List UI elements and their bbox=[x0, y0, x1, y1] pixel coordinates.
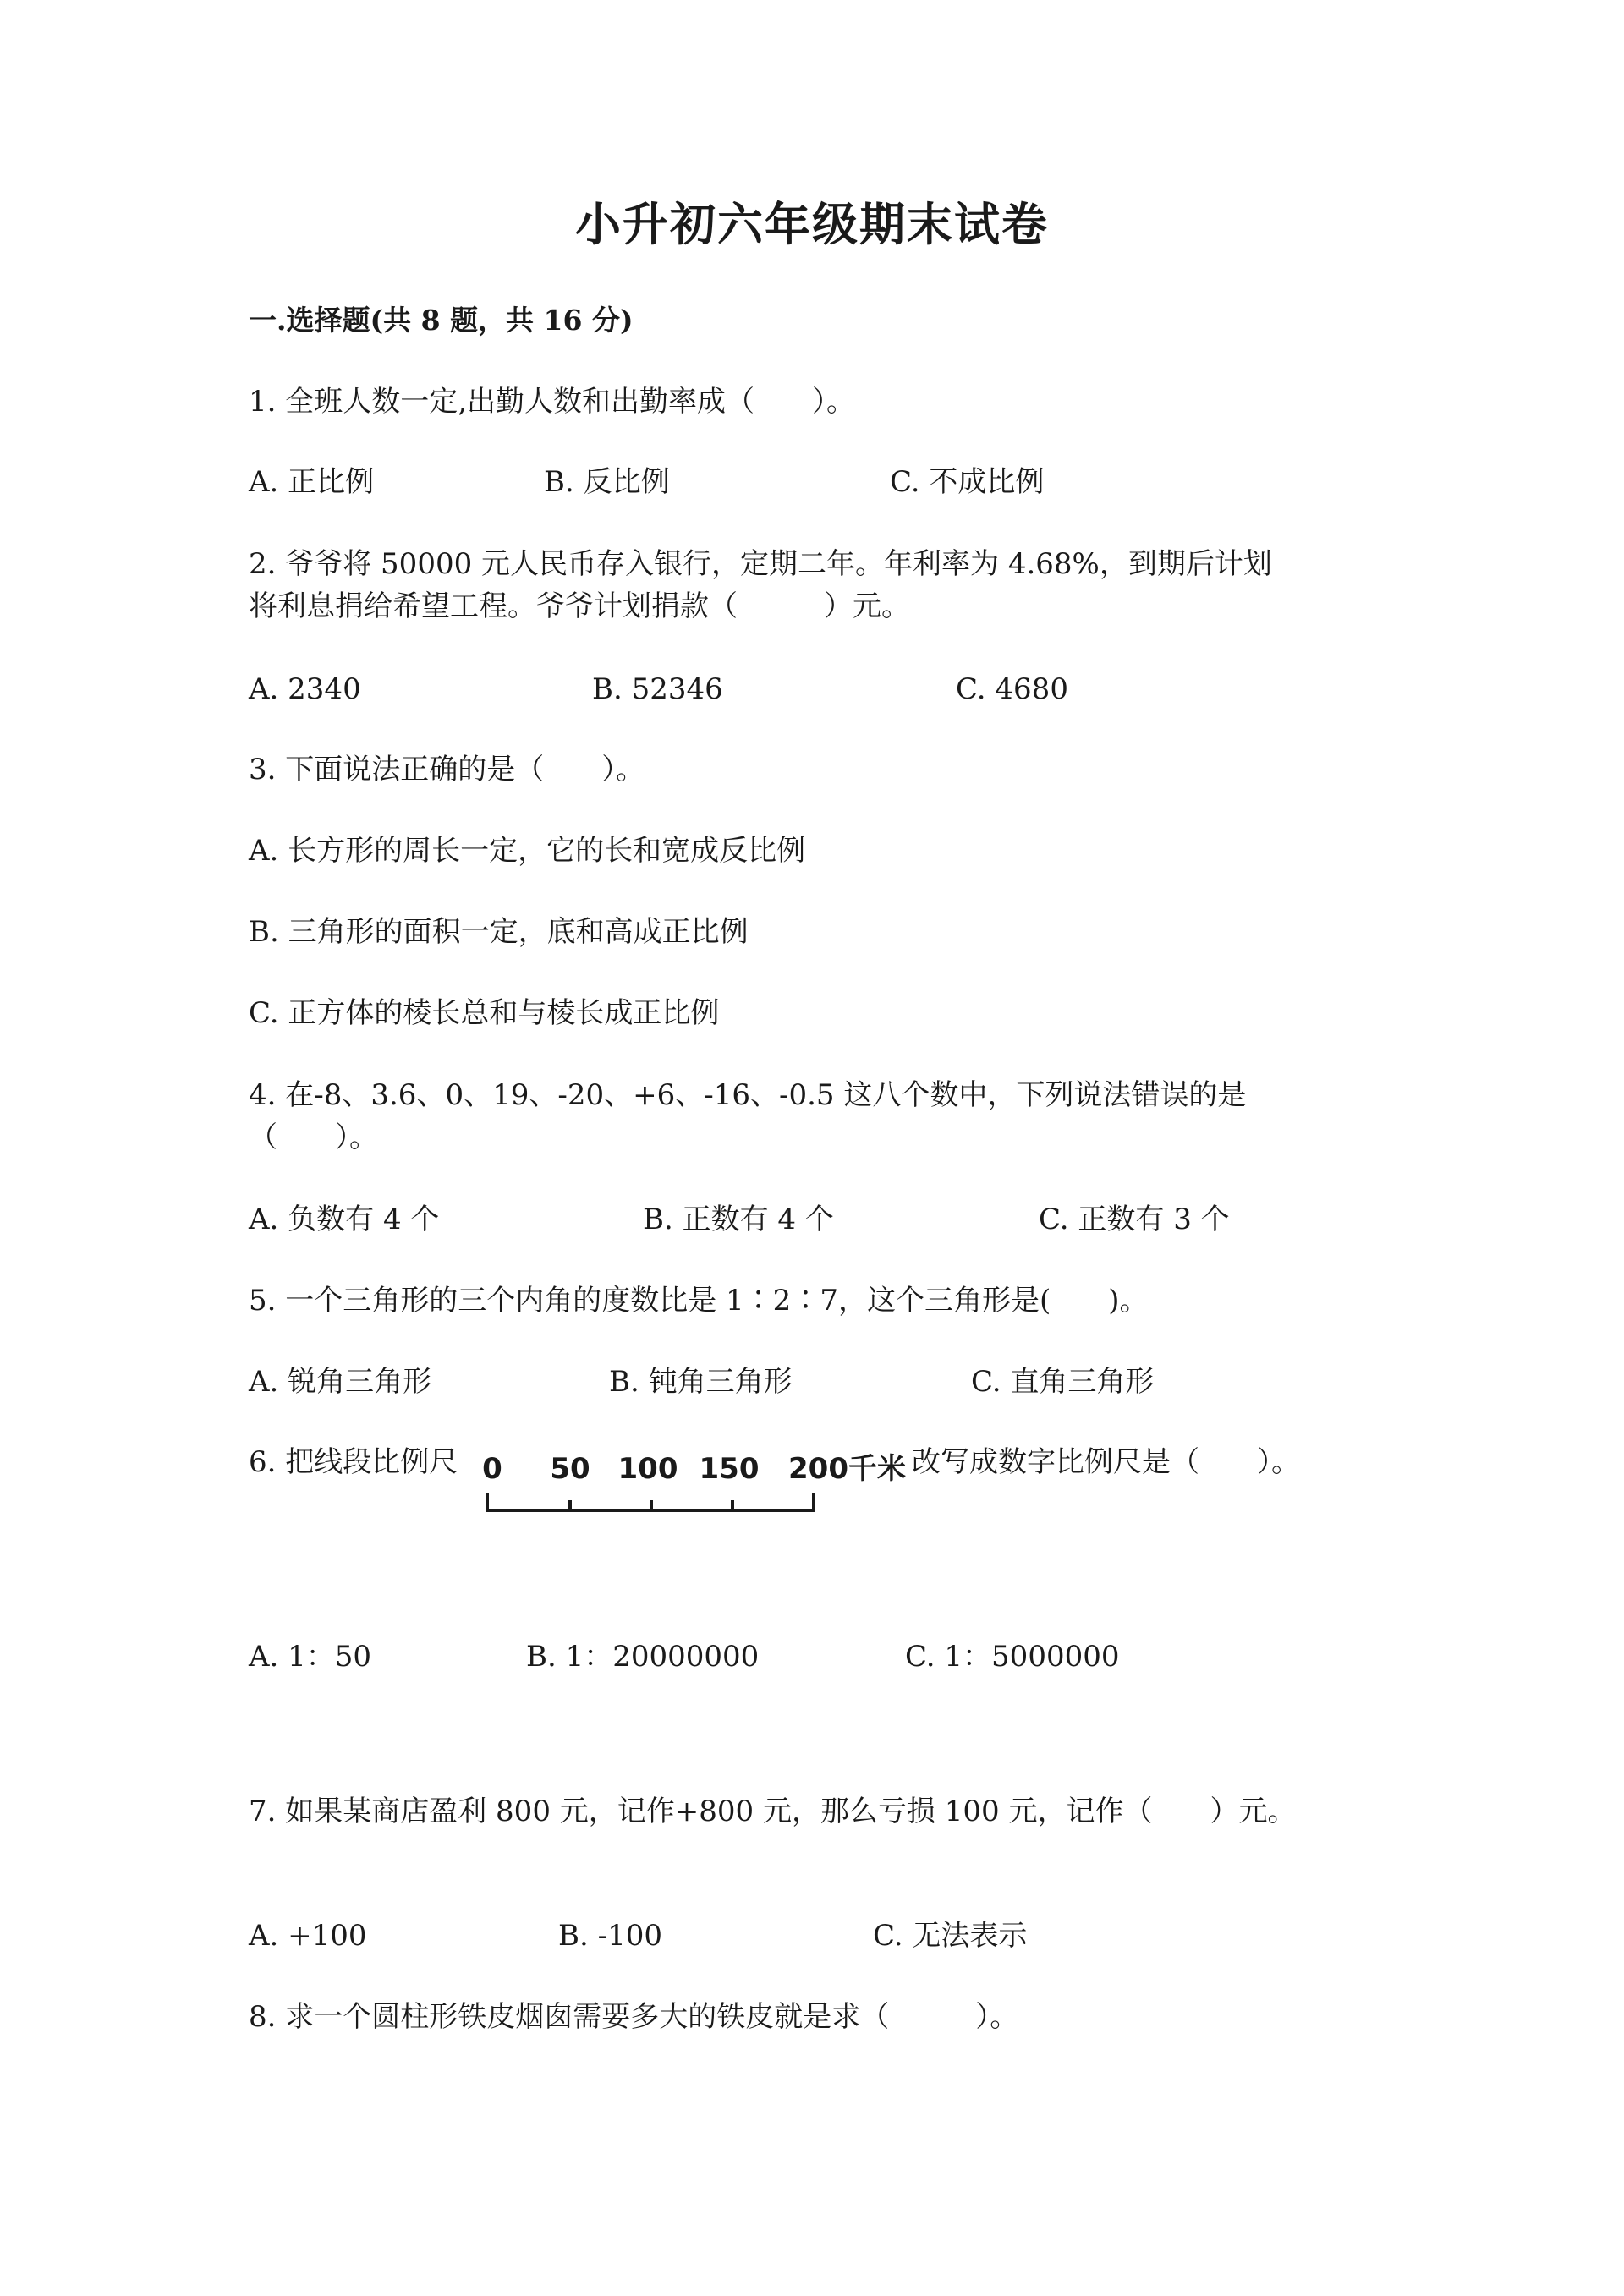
question-3-stem: 3. 下面说法正确的是（ ）。 bbox=[249, 753, 645, 786]
question-1-option-a: A. 正比例 bbox=[249, 465, 375, 499]
question-8-stem: 8. 求一个圆柱形铁皮烟囱需要多大的铁皮就是求（ ）。 bbox=[249, 2000, 1019, 2034]
question-7-option-a: A. +100 bbox=[249, 1919, 367, 1953]
scale-label-100: 100 bbox=[617, 1452, 678, 1486]
question-4-stem-line2: （ ）。 bbox=[249, 1121, 378, 1154]
question-5-option-a: A. 锐角三角形 bbox=[249, 1365, 432, 1399]
question-4-option-c: C. 正数有 3 个 bbox=[1039, 1203, 1230, 1236]
question-6-stem-prefix: 6. 把线段比例尺 bbox=[249, 1445, 458, 1479]
scale-label-0: 0 bbox=[482, 1452, 502, 1486]
scale-bar bbox=[487, 1493, 815, 1512]
scale-label-50: 50 bbox=[550, 1452, 590, 1486]
question-5-stem: 5. 一个三角形的三个内角的度数比是 1∶2∶7，这个三角形是( )。 bbox=[249, 1284, 1149, 1318]
question-2-option-c: C. 4680 bbox=[956, 672, 1068, 706]
scale-label-200-km: 200千米 bbox=[788, 1452, 906, 1486]
question-7-option-c: C. 无法表示 bbox=[873, 1919, 1028, 1953]
question-6-option-a: A. 1：50 bbox=[249, 1640, 372, 1674]
scale-label-150: 150 bbox=[699, 1452, 760, 1486]
question-1-option-c: C. 不成比例 bbox=[890, 465, 1045, 499]
question-6-stem-suffix: 改写成数字比例尺是（ ）。 bbox=[912, 1445, 1300, 1479]
question-2-stem-line1: 2. 爷爷将 50000 元人民币存入银行，定期二年。年利率为 4.68%，到期后计划 bbox=[249, 547, 1272, 581]
question-2-stem-line2: 将利息捐给希望工程。爷爷计划捐款（ ）元。 bbox=[249, 589, 910, 623]
question-5-option-c: C. 直角三角形 bbox=[971, 1365, 1155, 1399]
question-6-option-c: C. 1：5000000 bbox=[905, 1640, 1120, 1674]
question-4-option-a: A. 负数有 4 个 bbox=[249, 1203, 440, 1236]
question-4-stem-line1: 4. 在-8、3.6、0、19、-20、+6、-16、-0.5 这八个数中，下列说法错误的是 bbox=[249, 1078, 1247, 1112]
question-3-option-c: C. 正方体的棱长总和与棱长成正比例 bbox=[249, 996, 720, 1030]
section-heading: 一.选择题(共 8 题，共 16 分) bbox=[249, 304, 634, 337]
question-5-option-b: B. 钝角三角形 bbox=[609, 1365, 793, 1399]
question-6-option-b: B. 1：20000000 bbox=[526, 1640, 760, 1674]
question-3-option-b: B. 三角形的面积一定，底和高成正比例 bbox=[249, 915, 749, 949]
line-segment-scale bbox=[479, 1448, 910, 1524]
question-4-option-b: B. 正数有 4 个 bbox=[643, 1203, 834, 1236]
question-2-option-a: A. 2340 bbox=[249, 672, 361, 706]
question-1-option-b: B. 反比例 bbox=[544, 465, 670, 499]
question-2-option-b: B. 52346 bbox=[592, 672, 723, 706]
page-title: 小升初六年级期末试卷 bbox=[575, 197, 1049, 251]
question-7-option-b: B. -100 bbox=[558, 1919, 662, 1953]
question-1-stem: 1. 全班人数一定,出勤人数和出勤率成（ ）。 bbox=[249, 385, 856, 419]
question-3-option-a: A. 长方形的周长一定，它的长和宽成反比例 bbox=[249, 834, 806, 868]
question-7-stem: 7. 如果某商店盈利 800 元，记作+800 元，那么亏损 100 元，记作（ ）元。 bbox=[249, 1795, 1297, 1828]
